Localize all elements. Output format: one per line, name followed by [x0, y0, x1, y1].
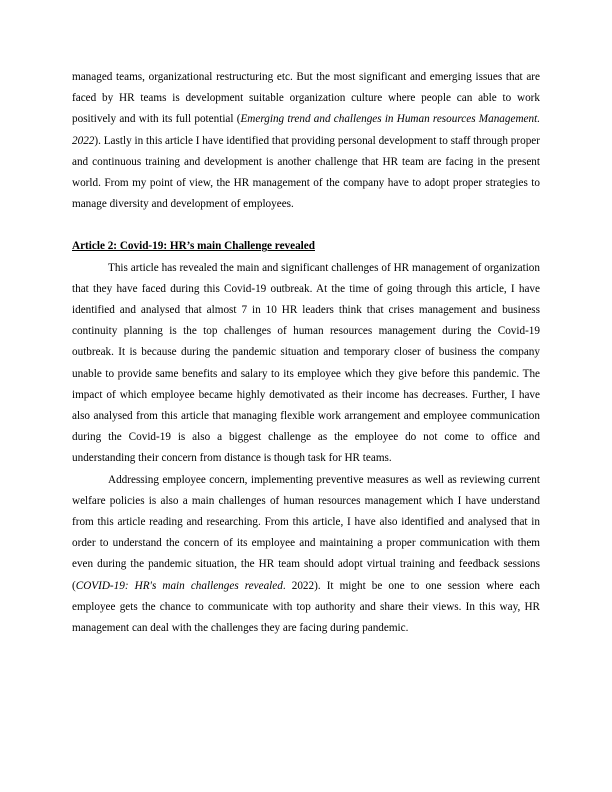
document-page: [72, 67, 540, 639]
article-2-p2-citation: COVID-19: HR's main challenges revealed: [75, 579, 283, 592]
intro-text-2: ). Lastly in this article I have identified that providing personal development to staff through proper and continuous training and development is another challenge that HR team are facing in the present world. From my point of view, the HR management of the company have to adopt proper strategies to manage diversity and development of employees.: [72, 134, 540, 211]
intro-text-1: managed teams, organizational restructuring etc. But the most significant and emerging issues that are faced by HR teams is development suitable organization culture where people can able to work positively and with its full potential (: [72, 71, 540, 126]
article-2-paragraph-2: [72, 470, 540, 640]
intro-paragraph: [72, 67, 540, 215]
intro-citation: Emerging trend and challenges in Human resources Management. 2022: [72, 113, 540, 147]
article-2-paragraph-1: This article has revealed the main and significant challenges of HR management of organization that they have faced during this Covid-19 outbreak. At the time of going through this article, I have identified and analysed that almost 7 in 10 HR leaders think that crises management and business continuity planning is the top challenges of human resources management during the Covid-19 outbreak. It is because during the pandemic situation and temporary closer of business the company unable to provide same benefits and salary to its employee which they give before this pandemic. The impact of which employee became highly demotivated as their income has decreases. Further, I have also analysed from this article that managing flexible work arrangement and employee communication during the Covid-19 is also a biggest challenge as the employee do not come to office and understanding their concern from distance is though task for HR teams.: [72, 261, 540, 465]
article-2-p2-text-1: Addressing employee concern, implementing preventive measures as well as reviewing current welfare policies is also a main challenges of human resources management which I have understand from this article reading and researching. From this article, I have also identified and analysed that in order to understand the concern of its employee and maintaining a proper communication with them even during the pandemic situation, the HR team should adopt virtual training and feedback sessions (: [72, 473, 540, 592]
article-2-heading: Article 2: Covid-19: HR’s main Challenge revealed: [72, 240, 315, 253]
article-2-p2-text-2: . 2022). It might be one to one session where each employee gets the chance to communicate with top authority and share their views. In this way, HR management can deal with the challenges they are facing during pandemic.: [72, 579, 540, 635]
